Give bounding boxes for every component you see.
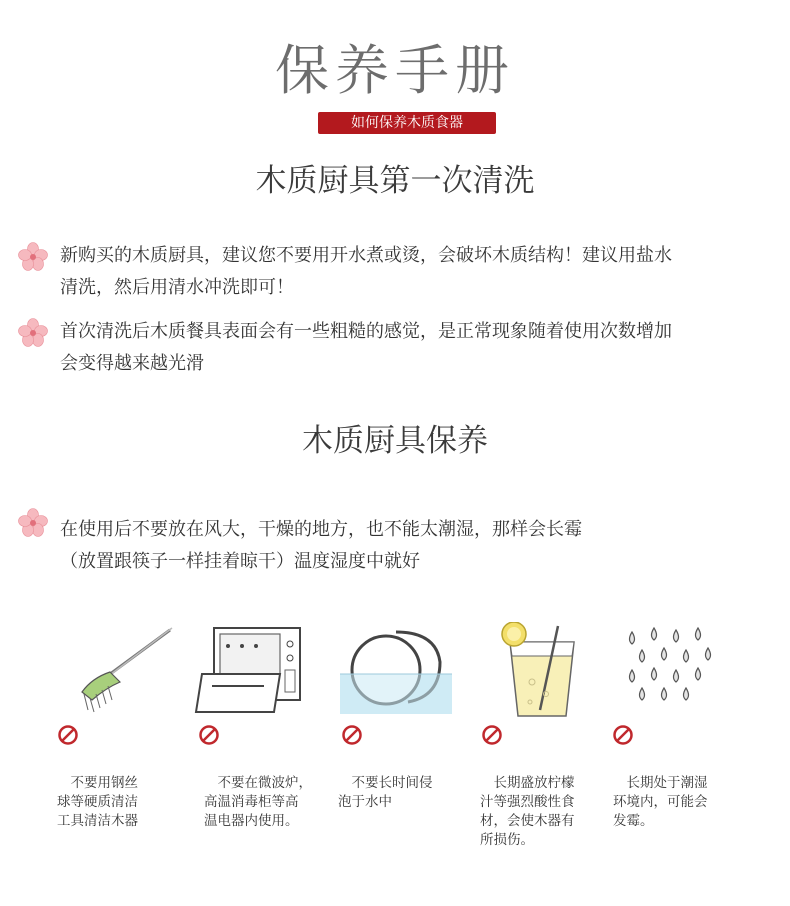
warning-caption-5: 长期处于潮湿 环境内，可能会 发霉。: [613, 775, 708, 829]
prohibited-icon: [481, 724, 503, 746]
page-title: 保养手册: [275, 39, 515, 102]
brush-icon: [62, 622, 182, 717]
section2-item: 在使用后不要放在风大，干燥的地方，也不能太潮湿，那样会长霉 （放置跟筷子一样挂着晾干）温度湿度中就好: [60, 519, 582, 572]
soak-icon: [336, 622, 456, 717]
lemon-drink-icon: [482, 622, 602, 717]
oven-icon: [192, 622, 312, 717]
warning-caption-4: 长期盛放柠檬 汁等强烈酸性食 材，会使木器有 所损伤。: [480, 775, 575, 848]
warning-caption-1: 不要用钢丝 球等硬质清洁 工具清洁木器: [57, 775, 138, 829]
warning-caption-2: 不要在微波炉， 高温消毒柜等高 温电器内使用。: [204, 775, 312, 829]
water-drops-icon: [612, 622, 732, 717]
flower-icon: [18, 242, 48, 272]
prohibited-icon: [612, 724, 634, 746]
section1-item-1: 新购买的木质厨具，建议您不要用开水煮或烫，会破坏木质结构！建议用盐水 清洗，然后用清水冲洗即可！: [60, 245, 672, 298]
section2-heading: 木质厨具保养: [302, 423, 488, 459]
flower-icon: [18, 508, 48, 538]
warning-caption-3: 不要长时间侵 泡于水中: [338, 775, 433, 810]
prohibited-icon: [198, 724, 220, 746]
section1-item-2: 首次清洗后木质餐具表面会有一些粗糙的感觉，是正常现象随着使用次数增加 会变得越来越光滑: [60, 321, 672, 374]
prohibited-icon: [341, 724, 363, 746]
section1-heading: 木质厨具第一次清洗: [255, 163, 535, 199]
flower-icon: [18, 318, 48, 348]
subtitle-badge: 如何保养木质食器: [318, 112, 496, 134]
prohibited-icon: [57, 724, 79, 746]
